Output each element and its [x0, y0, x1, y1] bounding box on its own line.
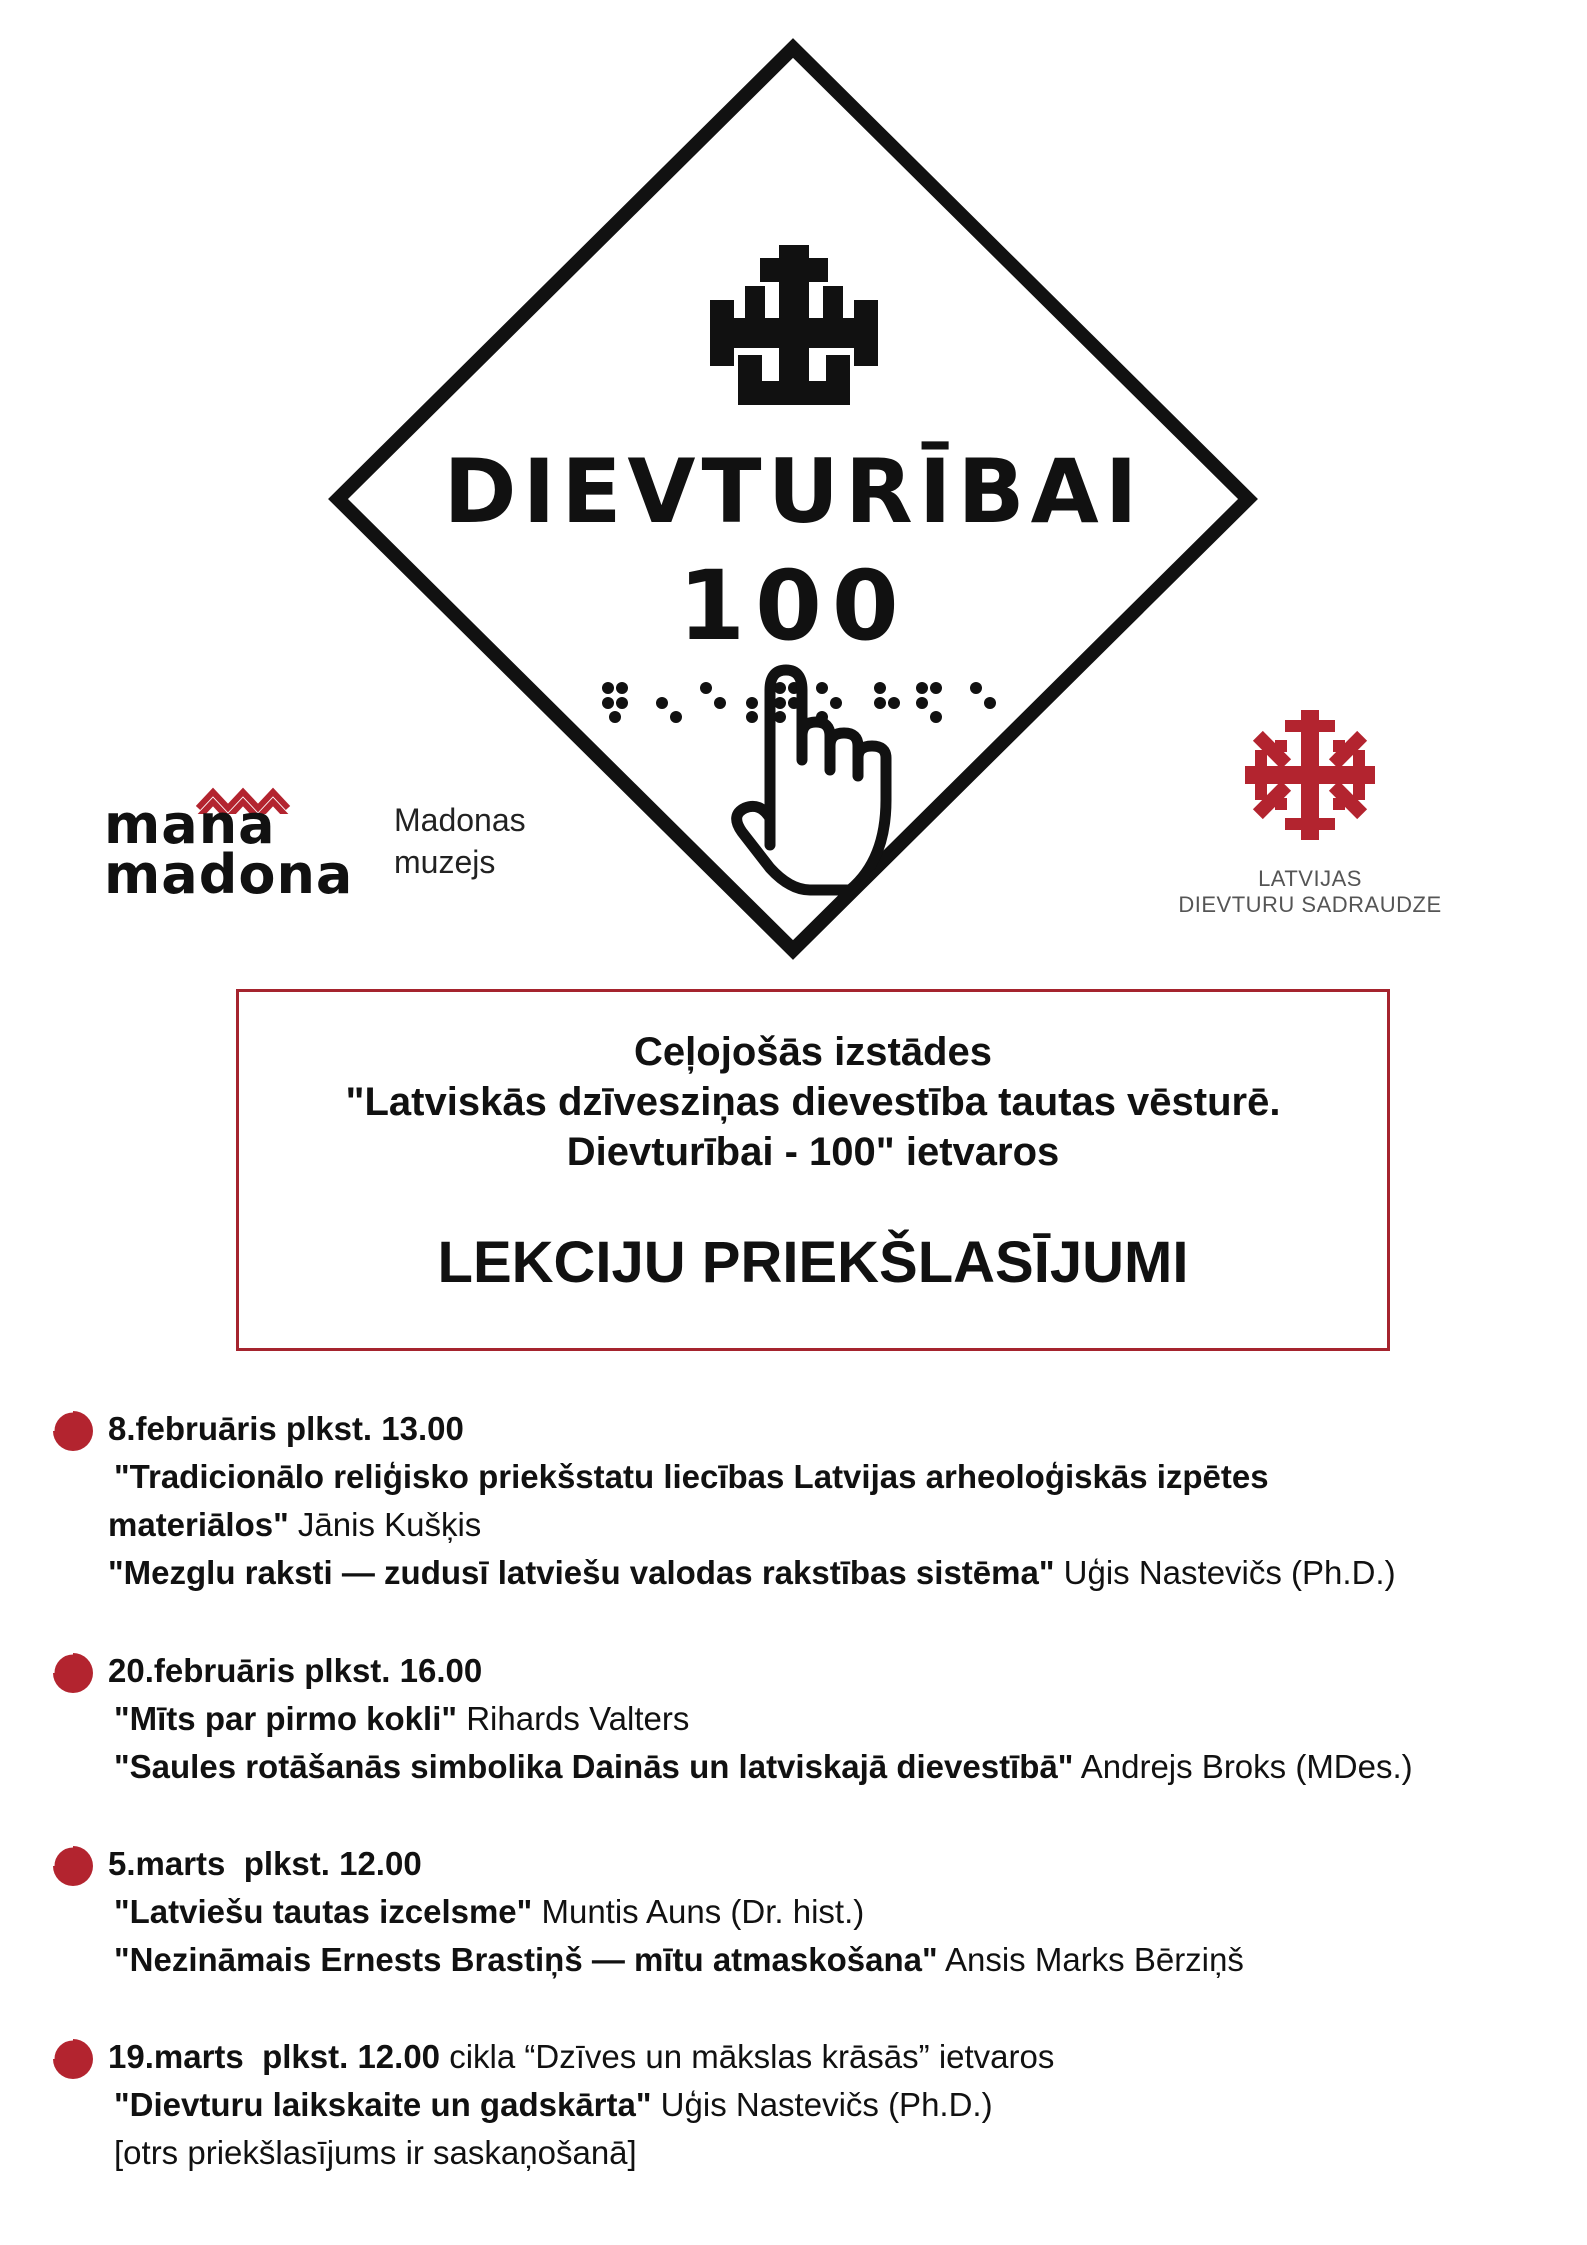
- lecture-speaker: Uģis Nastevičs (Ph.D.): [660, 2086, 993, 2123]
- museum-name-line-1: Madonas: [394, 802, 526, 838]
- lecture-speaker: Andrejs Broks (MDes.): [1080, 1748, 1413, 1785]
- header-line-2: "Latviskās dzīvesziņas dievestība tautas vēsturē.: [345, 1080, 1281, 1124]
- lecture-title: "Mīts par pirmo kokli": [114, 1700, 458, 1737]
- cross-symbol-icon: [710, 245, 878, 405]
- lecture-title: "Dievturu laikskaite un gadskārta": [114, 2086, 652, 2123]
- lecture-title: materiālos": [108, 1506, 289, 1543]
- event-date-text: 19.marts plkst. 12.00: [108, 2038, 441, 2075]
- event-date: [108, 2040, 1054, 2073]
- sun-cross-icon: [1235, 700, 1385, 850]
- event-date: 8.februāris plkst. 13.00: [108, 1410, 464, 1447]
- header-title: LEKCIJU PRIEKŠLASĪJUMI: [437, 1230, 1189, 1295]
- museum-name-line-2: muzejs: [394, 844, 496, 880]
- bullet-icon: [50, 1843, 96, 1889]
- logo-word-madona: madona: [104, 843, 354, 906]
- bullet-icon: [50, 2036, 96, 2082]
- lecture-line: [108, 1508, 481, 1541]
- header-line-1: Ceļojošās izstādes: [634, 1030, 992, 1074]
- bullet-icon: [50, 1408, 96, 1454]
- lecture-title: "Tradicionālo reliģisko priekšstatu liecības Latvijas arheoloģiskās izpētes: [114, 1458, 1269, 1495]
- bullet-icon: [50, 1650, 96, 1696]
- header-box: [236, 989, 1390, 1351]
- lecture-speaker: Muntis Auns (Dr. hist.): [541, 1893, 865, 1930]
- event-date-text: 20.februāris plkst. 16.00: [108, 1652, 483, 1689]
- event-note: [otrs priekšlasījums ir saskaņošanā]: [114, 2134, 637, 2171]
- emblem-number: 100: [678, 550, 909, 662]
- lecture-title: "Nezināmais Ernests Brastiņš — mītu atmaskošana": [114, 1941, 938, 1978]
- lecture-speaker: Uģis Nastevičs (Ph.D.): [1063, 1554, 1396, 1591]
- lecture-speaker: Ansis Marks Bērziņš: [944, 1941, 1244, 1978]
- emblem-title: DIEVTURĪBAI: [443, 440, 1144, 543]
- mana-madona-logo: [104, 790, 564, 906]
- event-date-suffix: cikla “Dzīves un mākslas krāsās” ietvaros: [449, 2038, 1055, 2075]
- org-name-line-2: DIEVTURU SADRAUDZE: [1178, 892, 1442, 917]
- lecture-line: [114, 1943, 1244, 1976]
- lecture-line: [114, 2088, 993, 2121]
- lecture-title: "Mezglu raksti — zudusī latviešu valodas rakstības sistēma": [108, 1554, 1055, 1591]
- lecture-line: [108, 1556, 1396, 1589]
- pointing-finger-icon: [737, 670, 886, 890]
- lecture-line: [114, 1895, 864, 1928]
- lecture-speaker: Jānis Kušķis: [297, 1506, 482, 1543]
- event-date-text: 5.marts plkst. 12.00: [108, 1845, 422, 1882]
- lecture-line: [114, 1750, 1413, 1783]
- header-line-3: Dievturībai - 100" ietvaros: [566, 1130, 1060, 1174]
- org-name-line-1: LATVIJAS: [1258, 866, 1362, 891]
- event-date: [108, 1654, 482, 1687]
- lecture-title: "Saules rotāšanās simbolika Dainās un latviskajā dievestībā": [114, 1748, 1074, 1785]
- sadraudze-logo: [1150, 700, 1470, 930]
- lecture-speaker: Rihards Valters: [466, 1700, 690, 1737]
- lecture-line: [114, 1702, 689, 1735]
- logo-word-mana: mana: [104, 793, 276, 856]
- lecture-title: "Latviešu tautas izcelsme": [114, 1893, 533, 1930]
- event-date: [108, 1847, 422, 1880]
